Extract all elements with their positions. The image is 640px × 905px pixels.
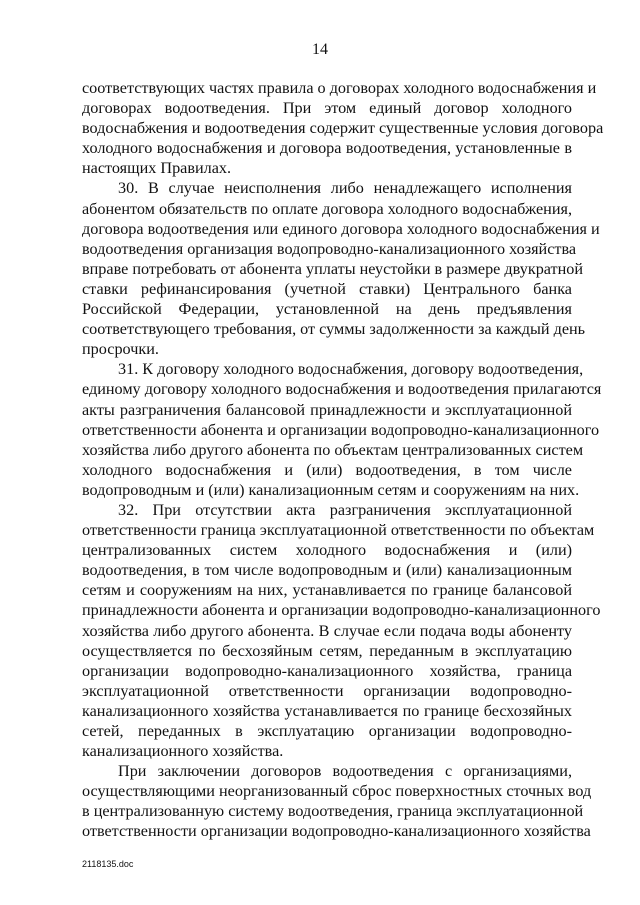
- paragraph: [82, 78, 604, 178]
- text-line: хозяйства либо другого абонента. В случае если подача воды абоненту: [82, 621, 572, 640]
- text-line: договора водоотведения или единого договора холодного водоснабжения и: [82, 219, 600, 238]
- text-line: сетям и сооружениям на них, устанавливается по границе балансовой: [82, 581, 572, 600]
- text-line: Российской Федерации, установленной на день предъявления: [82, 300, 572, 319]
- text-line: 31. К договору холодного водоснабжения, договору водоотведения,: [118, 360, 584, 379]
- text-line: абонентом обязательств по оплате договора холодного водоснабжения,: [82, 199, 572, 218]
- text-line: просрочки.: [82, 340, 159, 359]
- text-line: соответствующего требования, от суммы задолженности за каждый день: [82, 320, 586, 339]
- text-line: ответственности граница эксплуатационной ответственности по объектам: [82, 521, 595, 540]
- page-number: 14: [312, 41, 328, 58]
- text-line: При заключении договоров водоотведения с организациями,: [118, 762, 572, 781]
- text-line: договорах водоотведения. При этом единый договор холодного: [82, 99, 572, 118]
- text-line: водоотведения организация водопроводно-канализационного хозяйства: [82, 239, 577, 258]
- text-line: вправе потребовать от абонента уплаты неустойки в размере двукратной: [82, 259, 584, 278]
- text-line: водоотведения, в том числе водопроводным и (или) канализационным: [82, 561, 572, 580]
- text-line: акты разграничения балансовой принадлежности и эксплуатационной: [82, 400, 572, 419]
- text-line: осуществляется по бесхозяйным сетям, переданным в эксплуатацию: [82, 641, 572, 660]
- text-line: хозяйства либо другого абонента по объектам централизованных систем: [82, 440, 584, 459]
- paragraph: [82, 500, 601, 761]
- paragraph: [82, 359, 602, 500]
- document-body: [82, 78, 604, 842]
- paragraph: [82, 761, 592, 841]
- file-reference: 2118135.doc: [82, 859, 134, 869]
- text-line: принадлежности абонента и организации водопроводно-канализационного: [82, 601, 601, 620]
- text-line: централизованных систем холодного водоснабжения и (или): [82, 541, 572, 560]
- text-line: ответственности абонента и организации водопроводно-канализационного: [82, 420, 600, 439]
- text-line: водопроводным и (или) канализационным сетям и сооружениям на них.: [82, 480, 580, 499]
- text-line: канализационного хозяйства устанавливается по границе бесхозяйных: [82, 701, 572, 720]
- paragraph: [82, 178, 600, 359]
- text-line: ответственности организации водопроводно-канализационного хозяйства: [82, 822, 591, 841]
- text-line: в централизованную систему водоотведения, граница эксплуатационной: [82, 802, 584, 821]
- text-line: осуществляющими неорганизованный сброс поверхностных сточных вод: [82, 782, 592, 801]
- text-line: канализационного хозяйства.: [82, 742, 284, 761]
- text-line: водоснабжения и водоотведения содержит существенные условия договора: [82, 119, 604, 138]
- text-line: настоящих Правилах.: [82, 159, 232, 178]
- text-line: соответствующих частях правила о договорах холодного водоснабжения и: [82, 79, 597, 97]
- text-line: 32. При отсутствии акта разграничения эксплуатационной: [118, 500, 572, 519]
- text-line: сетей, переданных в эксплуатацию организации водопроводно-: [82, 722, 572, 740]
- text-line: ставки рефинансирования (учетной ставки) Центрального банка: [82, 279, 572, 298]
- text-line: холодного водоснабжения и договора водоотведения, установленные в: [82, 139, 572, 158]
- text-line: организации водопроводно-канализационного хозяйства, граница: [82, 661, 572, 680]
- text-line: холодного водоснабжения и (или) водоотведения, в том числе: [82, 460, 572, 479]
- text-line: 30. В случае неисполнения либо ненадлежащего исполнения: [118, 179, 572, 198]
- text-line: единому договору холодного водоснабжения и водоотведения прилагаются: [82, 380, 602, 399]
- text-line: эксплуатационной ответственности организации водопроводно-: [82, 681, 572, 700]
